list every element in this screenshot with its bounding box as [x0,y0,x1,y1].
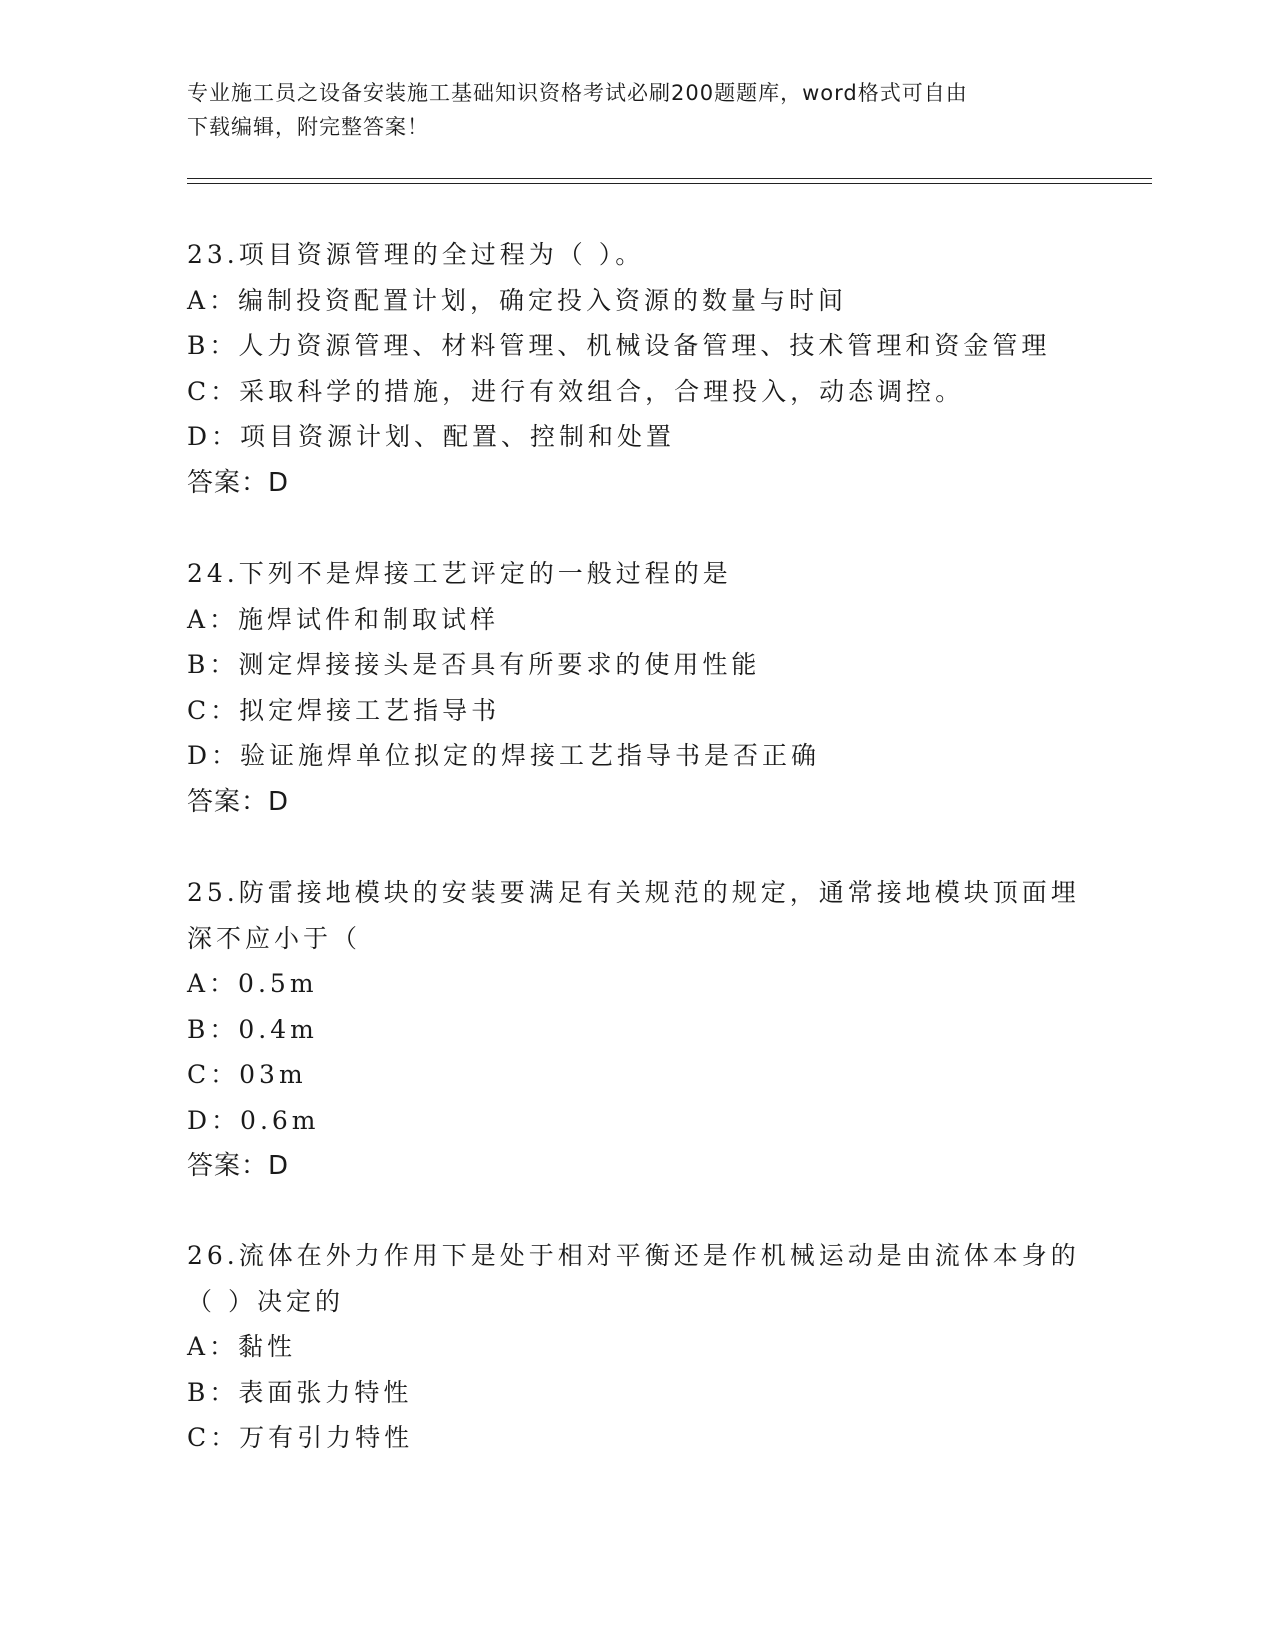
answer-line: 答案：D [187,467,290,498]
header-divider-top [187,178,1152,179]
question-stem-line-2: （ ）决定的 [187,1286,344,1316]
header-title-line-2: 下载编辑，附完整答案！ [187,115,429,139]
answer-line: 答案：D [187,1151,290,1181]
question-stem: 23.项目资源管理的全过程为（ ）。 [187,240,645,269]
question-stem: 24.下列不是焊接工艺评定的一般过程的是 [187,559,732,588]
question-stem-line-2: 深不应小于（ [187,923,362,953]
option-a: A：黏性 [187,1332,297,1361]
header-title-line-1: 专业施工员之设备安装施工基础知识资格考试必刷200题题库，word格式可自由 [187,81,968,105]
question-stem-line-1: 26.流体在外力作用下是处于相对平衡还是作机械运动是由流体本身的 [187,1241,1080,1270]
option-b: B：0.4m [187,1014,318,1044]
question-block-25 [187,870,1087,1189]
option-c: C：03m [187,1060,307,1089]
option-d: D：0.6m [187,1105,320,1135]
question-block-24 [187,551,1087,825]
document-header [187,76,1067,144]
option-a: A：0.5m [187,969,318,998]
option-d: D：项目资源计划、配置、控制和处置 [187,422,676,451]
option-b: B：人力资源管理、材料管理、机械设备管理、技术管理和资金管理 [187,331,1051,360]
answer-line: 答案：D [187,786,290,817]
option-a: A：施焊试件和制取试样 [187,604,500,634]
header-divider-bottom [187,183,1152,184]
question-block-26 [187,1233,1087,1461]
option-a: A：编制投资配置计划，确定投入资源的数量与时间 [187,285,848,315]
option-b: B：表面张力特性 [187,1377,413,1407]
option-b: B：测定焊接接头是否具有所要求的使用性能 [187,650,761,679]
option-d: D：验证施焊单位拟定的焊接工艺指导书是否正确 [187,741,821,770]
option-c: C：采取科学的措施，进行有效组合，合理投入，动态调控。 [187,376,965,406]
option-c: C：万有引力特性 [187,1423,414,1452]
question-stem-line-1: 25.防雷接地模块的安装要满足有关规范的规定，通常接地模块顶面埋 [187,878,1080,907]
option-c: C：拟定焊接工艺指导书 [187,695,501,725]
question-block-23 [187,232,1087,506]
